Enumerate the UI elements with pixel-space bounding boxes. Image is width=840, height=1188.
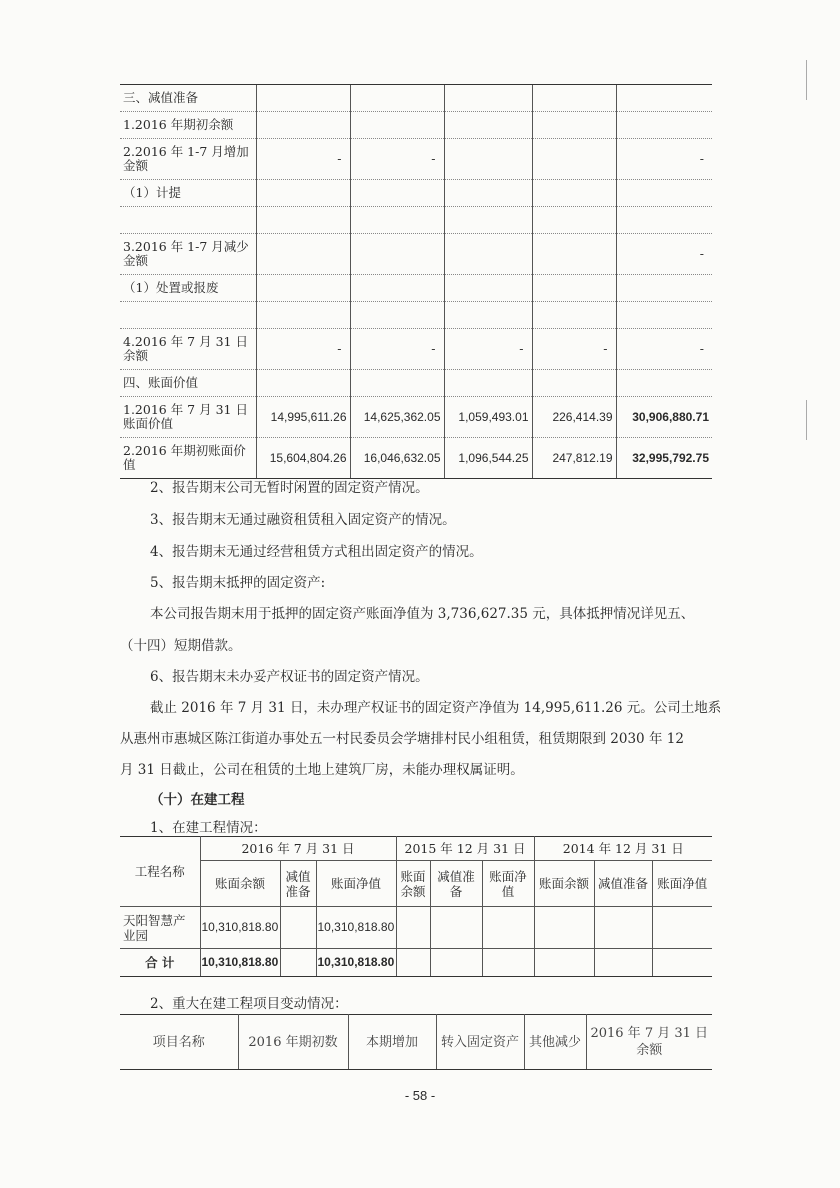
table-row xyxy=(120,397,712,438)
row-label: 三、减值准备 xyxy=(120,85,256,112)
paragraph: 本公司报告期末用于抵押的固定资产账面净值为 3,736,627.35 元，具体抵押情况详见五、 xyxy=(150,606,695,622)
column-header: 2016 年期初数 xyxy=(238,1015,348,1070)
table-row xyxy=(120,907,712,949)
cell-value: 247,812.19 xyxy=(532,438,616,479)
table-row xyxy=(120,85,712,112)
table-row xyxy=(120,370,712,397)
row-label: 2.2016 年期初账面价值 xyxy=(120,438,256,479)
paragraph: 截止 2016 年 7 月 31 日，未办理产权证书的固定资产净值为 14,995,611.26 元。公司土地系 xyxy=(150,700,722,716)
table-header-row xyxy=(120,861,712,907)
table-total-row xyxy=(120,949,712,977)
paragraph: 5、报告期末抵押的固定资产: xyxy=(150,575,326,591)
cell-value: 1,096,544.25 xyxy=(444,438,532,479)
major-construction-table xyxy=(120,1014,712,1070)
paragraph: 6、报告期末未办妥产权证书的固定资产情况。 xyxy=(150,669,429,685)
row-label: 4.2016 年 7 月 31 日余额 xyxy=(120,329,256,370)
table-row xyxy=(120,207,712,234)
column-header: 账面余额 xyxy=(396,861,430,907)
cell-value: - xyxy=(616,234,712,275)
cell-total: 10,310,818.80 xyxy=(316,949,396,977)
row-label xyxy=(120,302,256,329)
table-header-row xyxy=(120,1015,712,1070)
cell-value: - xyxy=(350,139,444,180)
scan-mark xyxy=(806,60,807,100)
row-label xyxy=(120,207,256,234)
cell-value: 226,414.39 xyxy=(532,397,616,438)
cell-value: 1,059,493.01 xyxy=(444,397,532,438)
cell-value xyxy=(444,139,532,180)
paragraph: 2、报告期末公司无暂时闲置的固定资产情况。 xyxy=(150,480,429,496)
column-header: 账面余额 xyxy=(534,861,594,907)
table-row xyxy=(120,275,712,302)
table-row xyxy=(120,180,712,207)
table-row xyxy=(120,234,712,275)
row-label: 1.2016 年 7 月 31 日账面价值 xyxy=(120,397,256,438)
cell-total: 30,906,880.71 xyxy=(616,397,712,438)
cell-value: - xyxy=(616,139,712,180)
cell-value: - xyxy=(532,329,616,370)
table-row xyxy=(120,139,712,180)
column-header: 账面净值 xyxy=(652,861,712,907)
cell-value: 10,310,818.80 xyxy=(200,907,280,949)
row-label: 四、账面价值 xyxy=(120,370,256,397)
cell-value: 14,995,611.26 xyxy=(256,397,350,438)
cell-value xyxy=(444,234,532,275)
paragraph: 4、报告期末无通过经营租赁方式租出固定资产的情况。 xyxy=(150,544,483,560)
cell-value xyxy=(532,139,616,180)
table-row xyxy=(120,329,712,370)
cell-total: 32,995,792.75 xyxy=(616,438,712,479)
cell-value: 10,310,818.80 xyxy=(316,907,396,949)
column-header: 减值准备 xyxy=(594,861,652,907)
section-heading: （十）在建工程 xyxy=(150,792,245,808)
column-header: 转入固定资产 xyxy=(436,1015,524,1070)
paragraph: 3、报告期末无通过融资租赁租入固定资产的情况。 xyxy=(150,512,456,528)
column-header: 减值准备 xyxy=(430,861,482,907)
paragraph: （十四）短期借款。 xyxy=(120,638,242,654)
row-label: （1）计提 xyxy=(120,180,256,207)
column-header: 减值准备 xyxy=(280,861,316,907)
page-number: - 58 - xyxy=(404,1088,436,1103)
cell-value: - xyxy=(616,329,712,370)
paragraph: 月 31 日截止，公司在租赁的土地上建筑厂房，未能办理权属证明。 xyxy=(120,762,524,778)
table-row xyxy=(120,302,712,329)
subheading: 2、重大在建工程项目变动情况： xyxy=(150,996,348,1012)
cell-value: 15,604,804.26 xyxy=(256,438,350,479)
cell-value: 16,046,632.05 xyxy=(350,438,444,479)
column-header: 2016 年 7 月 31 日 xyxy=(200,837,396,861)
paragraph: 从惠州市惠城区陈江街道办事处五一村民委员会学塘排村民小组租赁，租赁期限到 2030 年 12 xyxy=(120,731,684,747)
subheading: 1、在建工程情况： xyxy=(150,820,267,836)
cell-value xyxy=(350,234,444,275)
cell-value xyxy=(532,234,616,275)
cell-value: - xyxy=(256,139,350,180)
project-name: 天阳智慧产业园 xyxy=(120,907,200,949)
column-header: 工程名称 xyxy=(120,837,200,907)
cell-value: - xyxy=(350,329,444,370)
scan-mark xyxy=(806,400,807,440)
row-label: （1）处置或报废 xyxy=(120,275,256,302)
cell-value: - xyxy=(256,329,350,370)
column-header: 2015 年 12 月 31 日 xyxy=(396,837,534,861)
total-label: 合 计 xyxy=(120,949,200,977)
cell-total: 10,310,818.80 xyxy=(200,949,280,977)
column-header: 账面余额 xyxy=(200,861,280,907)
cell-value: 14,625,362.05 xyxy=(350,397,444,438)
table-row xyxy=(120,438,712,479)
column-header: 其他减少 xyxy=(524,1015,586,1070)
column-header: 2016 年 7 月 31 日余额 xyxy=(586,1015,712,1070)
column-header: 2014 年 12 月 31 日 xyxy=(534,837,712,861)
construction-table xyxy=(120,836,712,977)
column-header: 账面净值 xyxy=(316,861,396,907)
column-header: 项目名称 xyxy=(120,1015,238,1070)
table-row xyxy=(120,112,712,139)
cell-value xyxy=(256,234,350,275)
fixed-asset-table xyxy=(120,84,712,479)
column-header: 本期增加 xyxy=(348,1015,436,1070)
row-label: 1.2016 年期初余额 xyxy=(120,112,256,139)
row-label: 3.2016 年 1-7 月减少金额 xyxy=(120,234,256,275)
column-header: 账面净值 xyxy=(482,861,534,907)
cell-value: - xyxy=(444,329,532,370)
table-header-row xyxy=(120,837,712,861)
row-label: 2.2016 年 1-7 月增加金额 xyxy=(120,139,256,180)
